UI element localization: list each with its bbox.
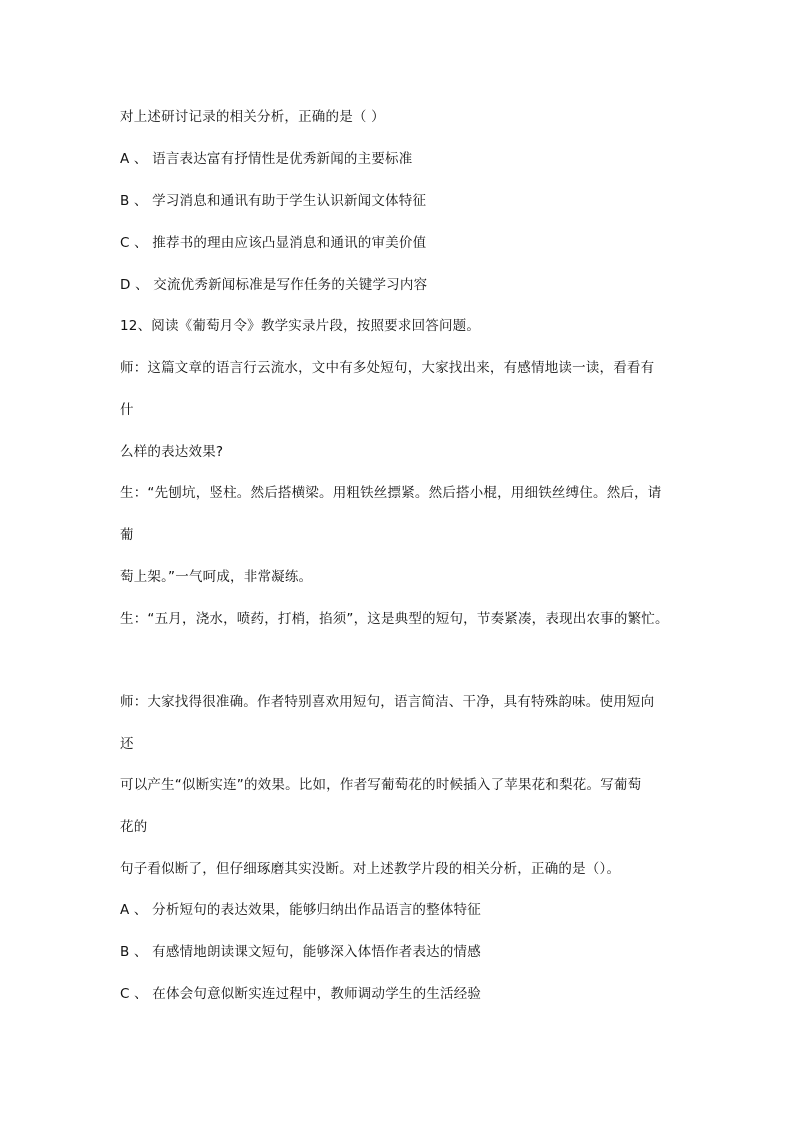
student-line-2: 生：“五月，浇水，喷药，打梢，掐须”，这是典型的短句，节奏紧凑，表现出农事的繁忙。 <box>120 611 669 627</box>
student-line-1: 生：“先刨坑，竖柱。然后搭横梁。用粗铁丝摽紧。然后搭小棍，用细铁丝缚住。然后，请 <box>120 485 662 501</box>
student-line-1-wrap: 葡 <box>120 527 134 543</box>
option-c-prev: C 、 推荐书的理由应该凸显消息和通讯的审美价值 <box>120 235 427 251</box>
option-d-prev: D 、 交流优秀新闻标准是写作任务的关键学习内容 <box>120 277 428 293</box>
teacher-line-2: 师：大家找得很准确。作者特别喜欢用短句，语言简洁、干净，具有特殊韵味。使用短向 <box>120 694 655 710</box>
teacher-line-1-wrap: 什 <box>120 402 134 418</box>
teacher-line-1: 师：这篇文章的语言行云流水，文中有多处短句，大家找出来，有感情地读一读，看看有 <box>120 360 655 376</box>
option-b: B 、 有感情地朗读课文短句，能够深入体悟作者表达的情感 <box>120 944 481 960</box>
option-a-prev: A 、 语言表达富有抒情性是优秀新闻的主要标准 <box>120 151 413 167</box>
teacher-line-2-wrap: 还 <box>120 736 134 752</box>
question-12-title: 12、阅读《葡萄月令》教学实录片段，按照要求回答问题。 <box>120 318 481 334</box>
option-c: C 、 在体会句意似断实连过程中，教师调动学生的生活经验 <box>120 986 482 1002</box>
option-b-prev: B 、 学习消息和通讯有助于学生认识新闻文体特征 <box>120 193 427 209</box>
option-a: A 、 分析短句的表达效果，能够归纳出作品语言的整体特征 <box>120 902 481 918</box>
teacher-line-2-wrap2: 花的 <box>120 819 148 835</box>
student-line-1-cont: 萄上架。”一气呵成，非常凝练。 <box>120 569 313 585</box>
teacher-line-2-cont: 可以产生“似断实连”的效果。比如，作者写葡萄花的时候插入了苹果花和梨花。写葡萄 <box>120 777 642 793</box>
question-stem-prev: 对上述研讨记录的相关分析，正确的是（ ） <box>120 109 385 125</box>
teacher-line-1-cont: 么样的表达效果? <box>120 444 224 460</box>
question-12-stem: 句子看似断了，但仔细琢磨其实没断。对上述教学片段的相关分析，正确的是（）。 <box>120 861 621 877</box>
